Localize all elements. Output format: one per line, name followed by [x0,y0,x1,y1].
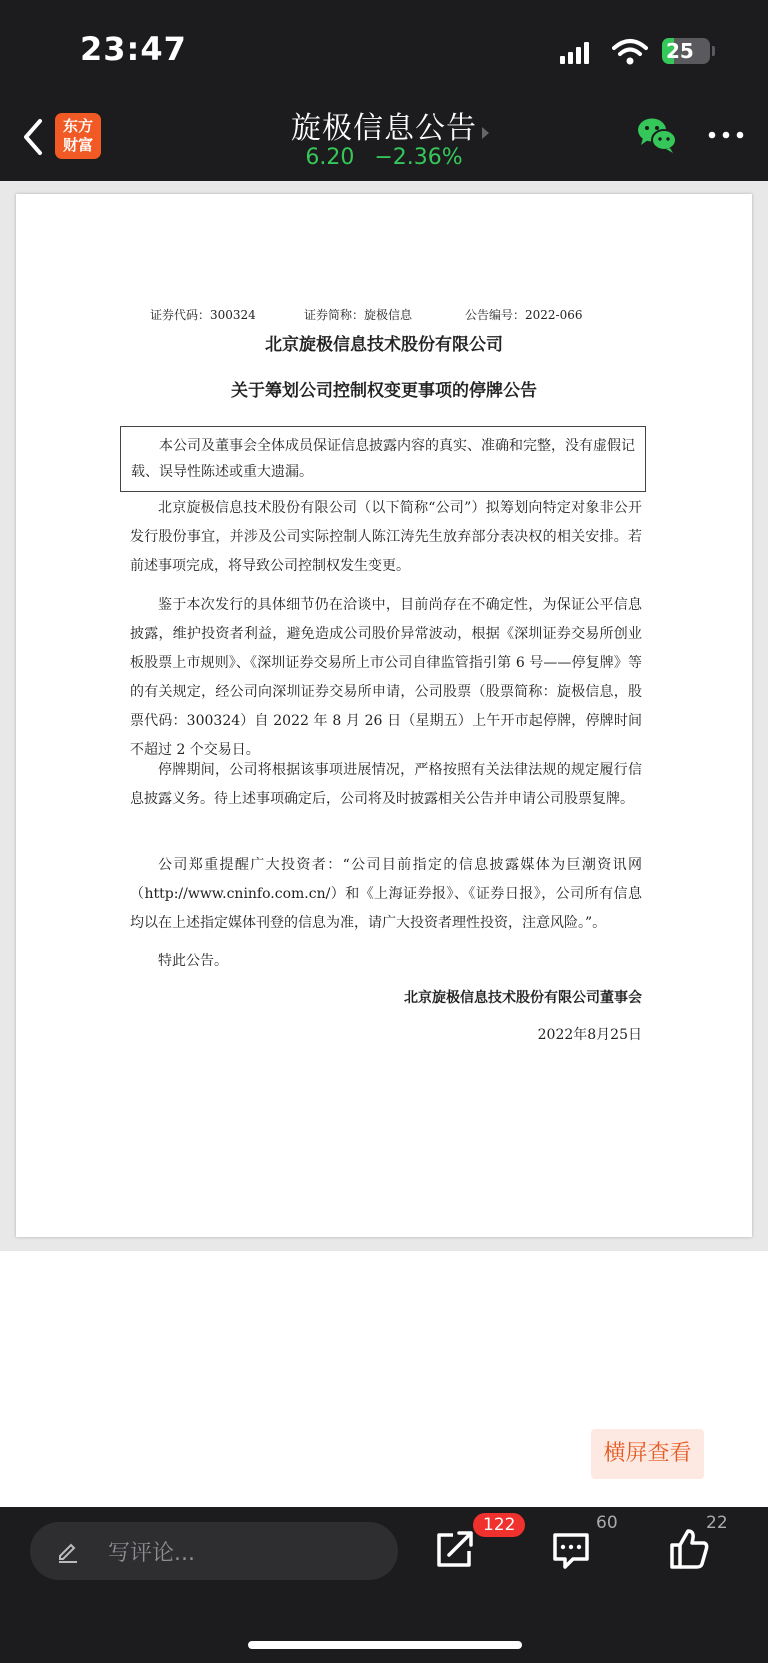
disclosure-notice-box: 本公司及董事会全体成员保证信息披露内容的真实、准确和完整，没有虚假记载、误导性陈述或重大遗漏。 [120,426,646,492]
page-title[interactable]: 旋极信息公告 [291,111,477,146]
comment-count: 60 [596,1513,618,1533]
wechat-share-icon[interactable] [636,115,678,155]
back-button[interactable] [18,115,48,159]
paragraph-3: 停牌期间，公司将根据该事项进展情况，严格按照有关法律法规的规定履行信息披露义务。待上述事项确定后，公司将及时披露相关公告并申请公司股票复牌。 [130,762,642,807]
stock-quote [200,145,568,170]
battery-cap [712,46,715,56]
company-name: 北京旋极信息技术股份有限公司 [265,335,503,355]
stock-change: −2.36% [374,145,463,170]
pencil-icon [56,1539,80,1563]
paragraph-5: 特此公告。 [158,953,228,969]
stock-price: 6.20 [305,145,355,170]
home-indicator [248,1641,522,1649]
thumbs-up-icon[interactable] [668,1527,710,1571]
more-options-icon[interactable] [706,123,746,147]
security-abbreviation: 证券简称：旋极信息 [304,308,413,322]
battery-level: 25 [666,39,694,63]
share-count-badge: 122 [473,1513,525,1537]
eastmoney-logo[interactable] [55,113,101,159]
announcement-page [16,194,752,1237]
comment-placeholder: 写评论... [108,1541,195,1566]
comment-icon[interactable] [551,1531,591,1571]
announcement-number: 公告编号：2022-066 [465,308,583,322]
paragraph-4: 公司郑重提醒广大投资者：“公司目前指定的信息披露媒体为巨潮资讯网（http://www.cninfo.com.cn/）和《上海证券报》、《证券日报》，公司所有信息均以在上述指定媒体刊登的信息为准，请广大投资者理性投资，注意风险。”。 [130,857,642,931]
landscape-view-button[interactable]: 横屏查看 [591,1429,704,1479]
like-count: 22 [706,1513,728,1533]
announcement-date: 2022年8月25日 [537,1027,642,1043]
logo-line-1: 东方 [62,117,93,135]
document-viewer[interactable] [0,181,768,1251]
paragraph-2: 鉴于本次发行的具体细节仍在洽谈中，目前尚存在不确定性，为保证公平信息披露，维护投资者利益，避免造成公司股价异常波动，根据《深圳证券交易所创业板股票上市规则》、《深圳证券交易所上市公司自律监管指引第 6 号——停复牌》等的有关规定，经公司向深圳证券交易所申请，公司股票（股票简称：旋极信息，股票代码：300324）自 2022 年 8 月 26 日（星期五）上午开市起停牌，停牌时间不超过 2 个交易日。 [130,597,642,758]
cellular-signal-icon [560,42,590,64]
logo-line-2: 财富 [62,136,93,154]
announcement-title: 关于筹划公司控制权变更事项的停牌公告 [231,381,537,401]
board-signature: 北京旋极信息技术股份有限公司董事会 [404,990,642,1006]
comment-input[interactable] [30,1522,398,1580]
security-code: 证券代码：300324 [150,308,256,322]
paragraph-1: 北京旋极信息技术股份有限公司（以下简称“公司”）拟筹划向特定对象非公开发行股份事宜，并涉及公司实际控制人陈江涛先生放弃部分表决权的相关安排。若前述事项完成，将导致公司控制权发生变更。 [130,500,642,574]
nav-bar [0,95,768,181]
wifi-icon [612,38,648,66]
share-icon[interactable] [433,1527,477,1571]
bottom-action-bar [0,1507,768,1663]
status-time: 23:47 [80,30,187,68]
status-bar [0,0,768,95]
battery-icon [662,38,710,64]
title-arrow-icon [482,127,489,139]
